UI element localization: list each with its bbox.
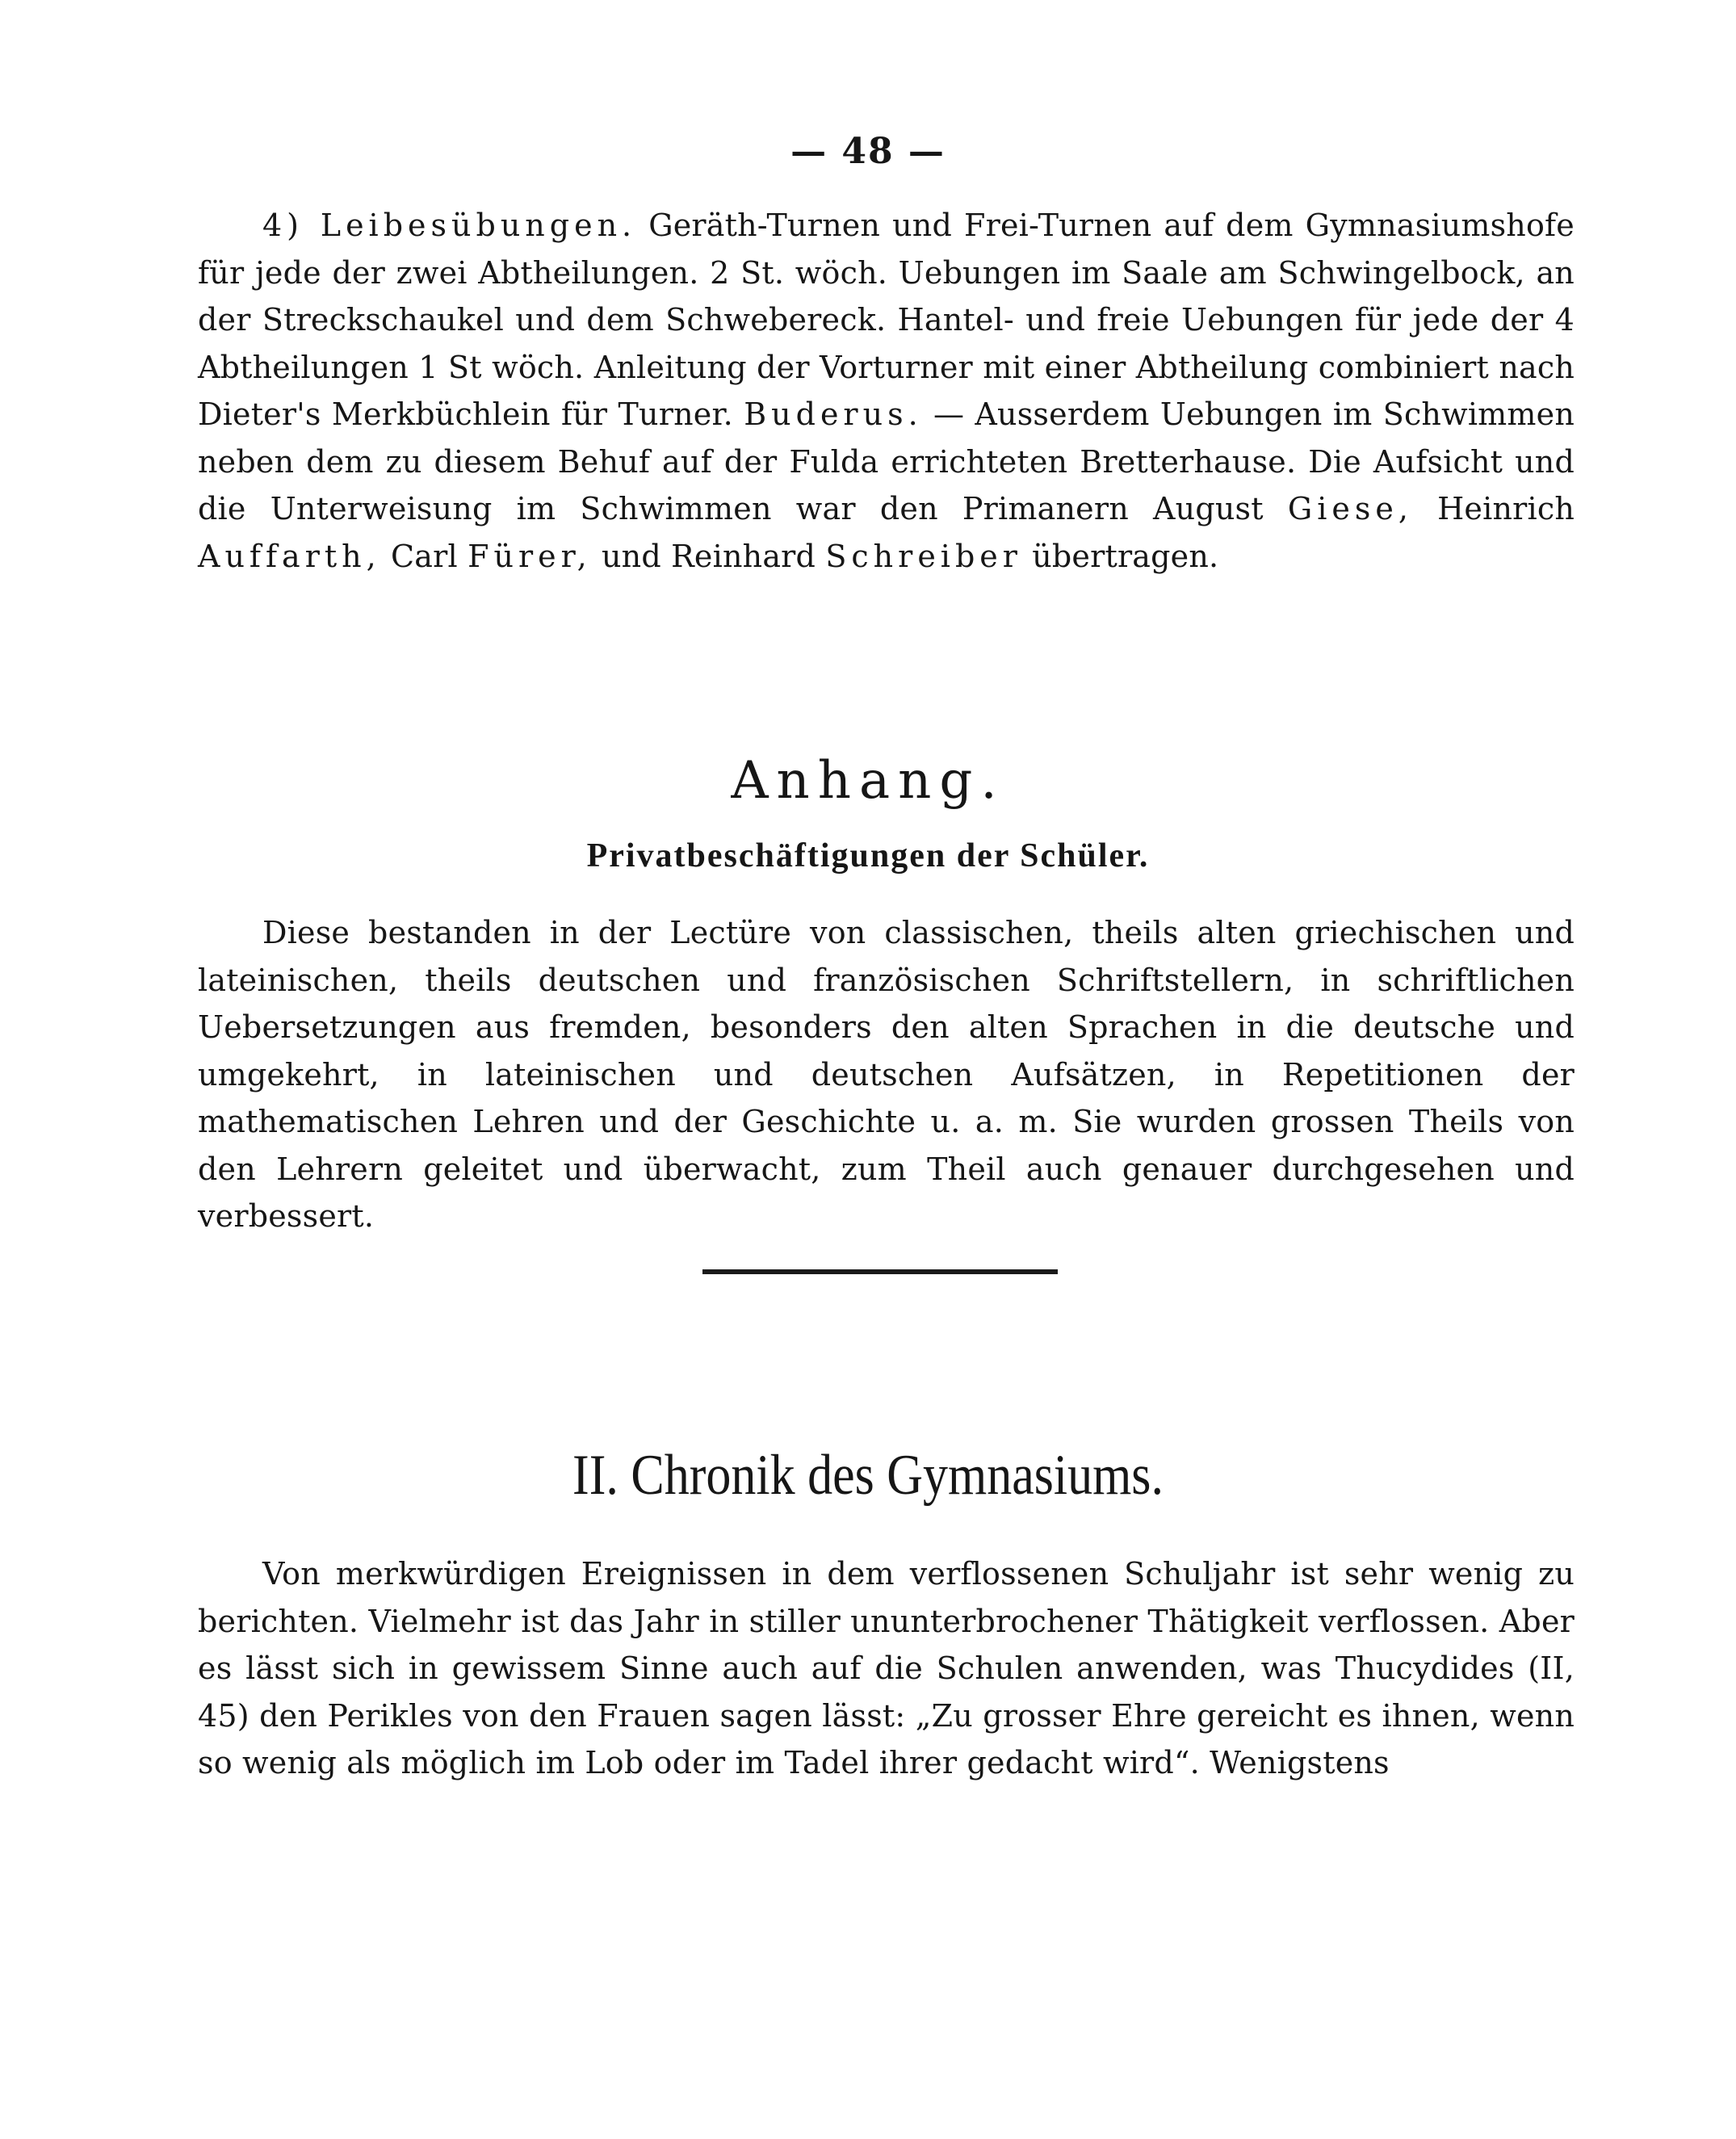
paragraph-text-3: übertragen. [1032,538,1219,574]
paragraph-chronik: Von merkwürdigen Ereignissen in dem verflossenen Schuljahr ist sehr wenig zu berichten. Vielmehr ist das Jahr in stiller ununterbrochener Thätigkeit verflossen. Aber es lässt sich in gewissem Sinne auch auf die Schulen anwenden, was Thucydides (II, 45) den Perikles von den Frauen sagen lässt: „Zu grosser Ehre gereicht es ihnen, wenn so wenig als möglich im Lob oder im Tadel ihrer gedacht wird“. Wenigstens [198,1556,1575,1780]
section-leibesuebungen [198,202,1575,580]
pupil-name-giese: Giese, [1287,491,1413,526]
chronik-heading: II. Chronik des Gymnasiums. [572,1443,1164,1508]
pupil-name-fuerer: Fürer, [468,538,592,574]
page-number: — 48 — [790,131,946,172]
paragraph-leibesuebungen [198,202,1575,580]
section-chronik-text [198,1550,1575,1787]
pupil-first-name-carl: Carl [390,538,458,574]
anhang-subheading: Privatbeschäftigungen der Schüler. [586,837,1150,874]
section-anhang-text [198,909,1575,1240]
paragraph-text: Geräth-Turnen und Frei-Turnen auf dem Gymnasiumshofe für jede der zwei Abtheilungen. 2 St. wöch. Uebungen im Saale am Schwingelbock, an der Streckschaukel und dem Schwebereck. Hantel- und freie Uebungen für jede der 4 Abtheilungen 1 St wöch. Anleitung der Vorturner mit einer Abtheilung combiniert nach Dieter's Merkbüchlein für Turner. [198,208,1575,432]
teacher-name: Buderus. [744,396,923,432]
section-divider [702,1269,1058,1274]
paragraph-anhang: Diese bestanden in der Lectüre von classischen, theils alten griechischen und lateinischen, theils deutschen und französischen Schriftstellern, in schriftlichen Uebersetzungen aus fremden, besonders den alten Sprachen in die deutsche und umgekehrt, in lateinischen und deutschen Aufsätzen, in Repetitionen der mathematischen Lehren und der Geschichte u. a. m. Sie wurden grossen Theils von den Lehrern geleitet und überwacht, zum Theil auch genauer durchgesehen und verbessert. [198,915,1575,1234]
section-label: 4) Leibesübungen. [262,208,637,243]
paragraph-text-2: — Ausserdem Uebungen im Schwimmen neben dem zu diesem Behuf auf der Fulda errichteten Bretterhause. Die Aufsicht und die Unterweisung im Schwimmen war den Primanern August [198,396,1575,526]
pupil-name-auffarth: Auffarth, [198,538,381,574]
connector-text: und Reinhard [601,538,816,574]
pupil-name-schreiber: Schreiber [825,538,1022,574]
pupil-first-name-heinrich: Heinrich [1437,491,1575,526]
anhang-heading: Anhang. [731,751,1005,811]
